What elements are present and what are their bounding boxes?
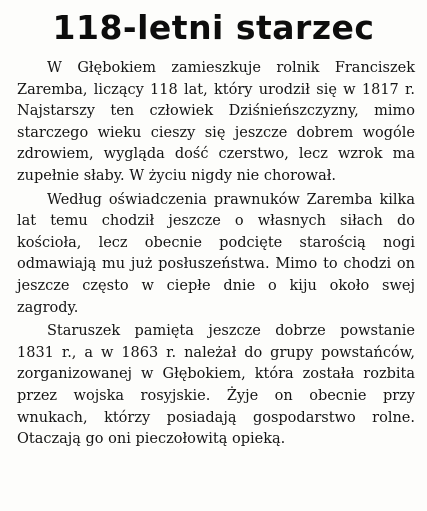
article-headline: 118-letni starzec — [52, 8, 375, 47]
article-paragraph-2: Według oświadczenia prawnuków Zaremba kilka lat temu chodził jeszcze o własnych siłach do kościoła, lecz obecnie podcięte starością nogi odmawiają mu już posłuszeństwa. Mimo to chodzi on jeszcze często w ciepłe dnie o kiju około swej zagrody. — [17, 191, 415, 316]
article-body — [17, 58, 415, 451]
article-paragraph-3: Staruszek pamięta jeszcze dobrze powstanie 1831 r., a w 1863 r. należał do grupy powstańców, zorganizowanej w Głębokiem, która została rozbita przez wojska rosyjskie. Żyje on obecnie przy wnukach, którzy posiadają gospodarstwo rolne. Otaczają go oni pieczołowitą opieką. — [17, 323, 415, 448]
article-paragraph-1: W Głębokiem zamieszkuje rolnik Franciszek Zaremba, liczący 118 lat, który urodził się w 1817 r. Najstarszy ten człowiek Dziśnieńszczyzny, mimo starczego wieku cieszy się jeszcze dobrem wogóle zdrowiem, wygląda dość czerstwo, lecz wzrok ma zupełnie słaby. W życiu nigdy nie chorował. — [17, 60, 415, 184]
